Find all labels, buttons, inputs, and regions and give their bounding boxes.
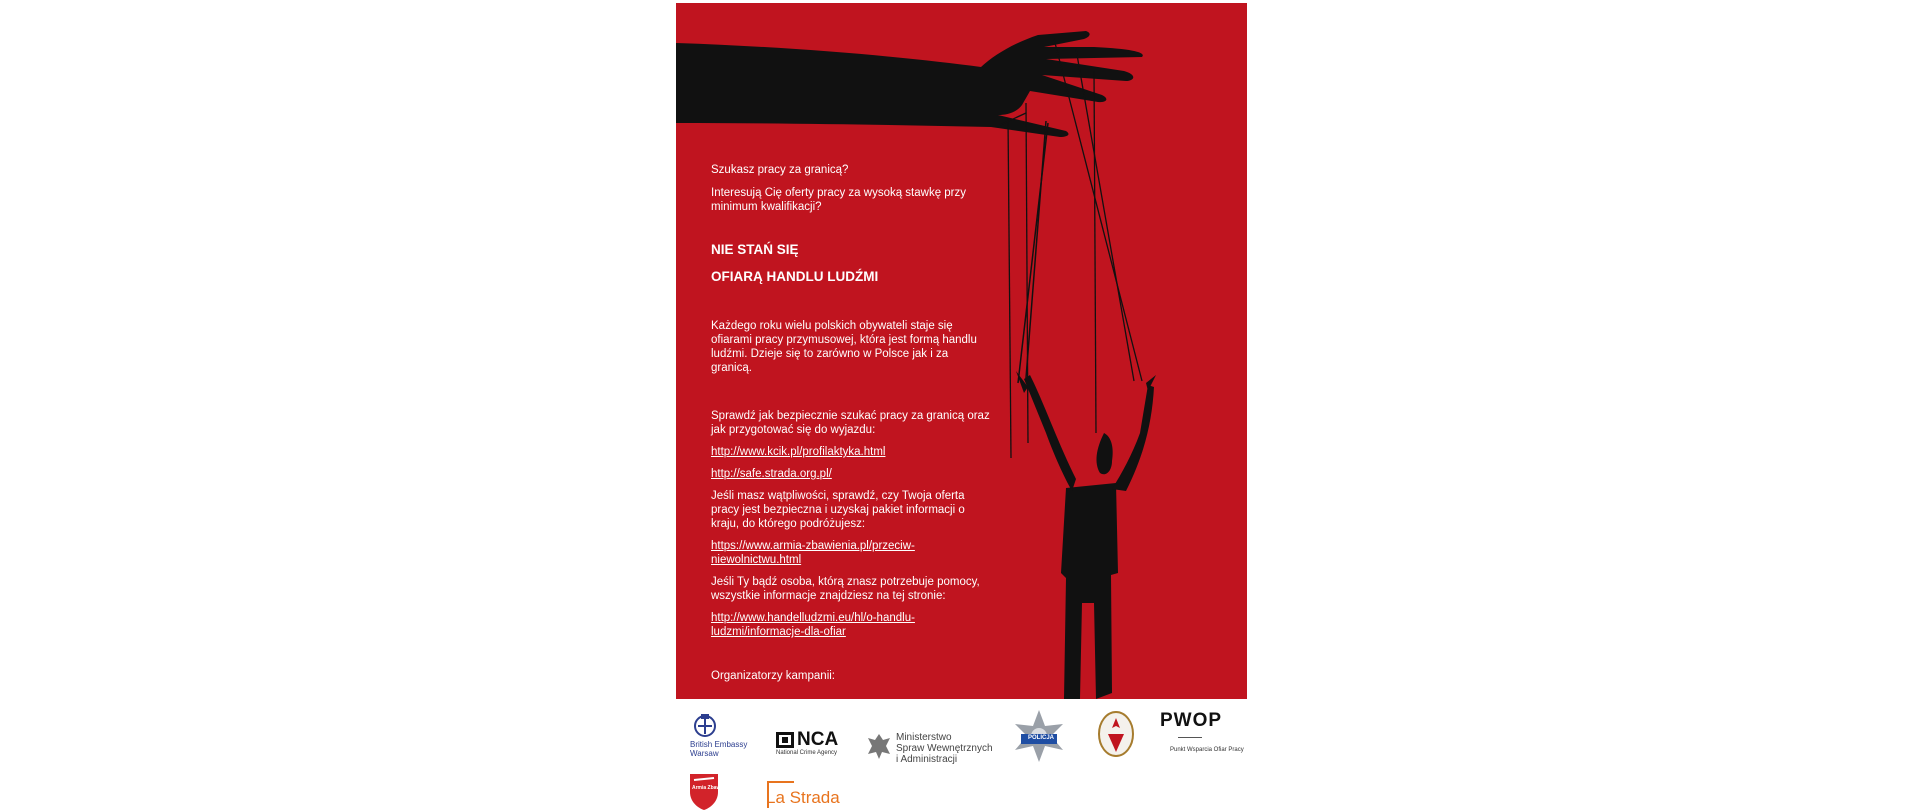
british-embassy-logo [690, 712, 748, 758]
body-paragraph-4: Jeśli Ty bądź osoba, którą znasz potrzebuje pomocy, wszystkie informacje znajdziesz na tej stronie: [711, 576, 980, 602]
mswia-line-1: Ministerstwo [896, 732, 952, 743]
puppeteer-hand-silhouette [676, 31, 1143, 137]
link-kcik-profilaktyka[interactable]: http://www.kcik.pl/profilaktyka.html [711, 446, 886, 458]
lastrada-logo [764, 778, 840, 810]
body-paragraph-1: Każdego roku wielu polskich obywateli staje się ofiarami pracy przymusowej, która jest formą handlu ludźmi. Dzieje się to zarówno w Polsce jak i za granicą. [711, 320, 977, 374]
marionette-figure-silhouette [1016, 371, 1156, 699]
nca-emblem-icon [776, 732, 794, 748]
organizer-logos [676, 702, 1247, 810]
royal-crest-icon [690, 712, 720, 738]
armia-zbawienia-logo [686, 768, 732, 810]
armia-text: Armia Zbawienia [692, 785, 732, 791]
polish-eagle-icon [866, 732, 892, 760]
organizers-label: Organizatorzy kampanii: [711, 670, 835, 682]
link-safe-strada[interactable]: http://safe.strada.org.pl/ [711, 468, 832, 480]
mswia-logo [866, 732, 993, 765]
body-paragraph-3: Jeśli masz wątpliwości, sprawdź, czy Twoja oferta pracy jest bezpieczna i uzyskaj pakiet informacji o kraju, do którego podróżujesz: [711, 490, 965, 530]
link-armia-zbawienia[interactable]: https://www.armia-zbawienia.pl/przeciw-niewolnictwu.html [711, 540, 915, 566]
link-handelludzmi[interactable]: http://www.handelludzmi.eu/hl/o-handlu-ludzmi/informacje-dla-ofiar [711, 612, 915, 638]
policja-logo [1011, 708, 1067, 764]
pwop-subtext: Punkt Wsparcia Ofiar Pracy [1170, 747, 1244, 753]
headline-line-2: OFIARĄ HANDLU LUDŹMI [711, 269, 879, 284]
lastrada-text: La Strada [766, 788, 840, 807]
intro-question-1: Szukasz pracy za granicą? [711, 164, 849, 176]
british-embassy-text: British Embassy Warsaw [690, 740, 748, 758]
border-guard-logo [1096, 708, 1136, 760]
campaign-poster [676, 3, 1247, 699]
pwop-text: PWOP [1160, 710, 1223, 731]
body-paragraph-2: Sprawdź jak bezpiecznie szukać pracy za granicą oraz jak przygotować się do wyjazdu: [711, 410, 990, 436]
border-guard-emblem-icon [1096, 708, 1136, 760]
intro-question-2: Interesują Cię oferty pracy za wysoką stawkę przy minimum kwalifikacji? [711, 187, 967, 213]
mswia-line-2: Spraw Wewnętrznych [896, 743, 993, 754]
nca-subtext: National Crime Agency [776, 750, 838, 756]
mswia-line-3: i Administracji [896, 754, 958, 765]
policja-text: POLICJA [1028, 735, 1055, 741]
nca-logo [776, 729, 839, 756]
nca-text: NCA [797, 729, 839, 750]
headline-line-1: NIE STAŃ SIĘ [711, 242, 799, 257]
